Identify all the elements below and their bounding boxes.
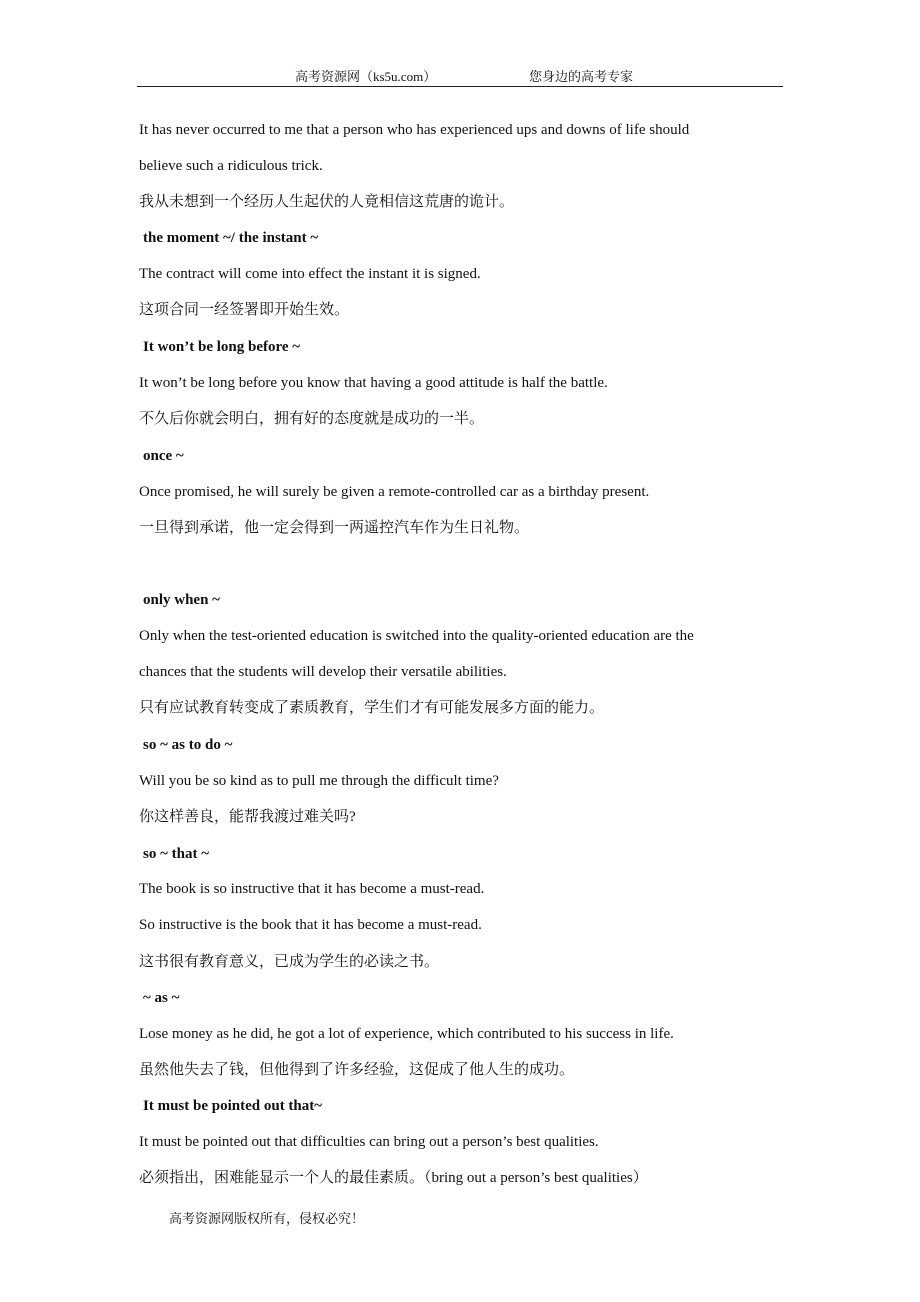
page-footer: 高考资源网版权所有，侵权必究！ [169, 1211, 365, 1226]
pattern-heading: ~ as ~ [143, 990, 180, 1006]
example-sentence: Once promised, he will surely be given a remote-controlled car as a birthday present. [139, 484, 650, 500]
pattern-heading: It won’t be long before ~ [143, 339, 301, 355]
example-sentence: Only when the test-oriented education is switched into the quality-oriented education are the [139, 628, 694, 644]
pattern-heading: only when ~ [143, 592, 220, 608]
pattern-heading: so ~ that ~ [143, 846, 210, 862]
translation-text: 不久后你就会明白，拥有好的态度就是成功的一半。 [139, 411, 485, 427]
example-sentence: It won’t be long before you know that having a good attitude is half the battle. [139, 375, 608, 391]
page-header [137, 66, 783, 87]
example-sentence: chances that the students will develop their versatile abilities. [139, 664, 507, 680]
header-slogan: 您身边的高考专家 [529, 69, 634, 84]
pattern-heading: It must be pointed out that~ [143, 1098, 323, 1114]
example-sentence: The book is so instructive that it has become a must-read. [139, 881, 485, 897]
example-sentence: Lose money as he did, he got a lot of experience, which contributed to his success in life. [139, 1026, 674, 1042]
header-source: 高考资源网（ks5u.com） [295, 69, 437, 84]
translation-text: 这项合同一经签署即开始生效。 [139, 302, 350, 318]
body-text: believe such a ridiculous trick. [139, 158, 323, 174]
translation-text: 一旦得到承诺，他一定会得到一两遥控汽车作为生日礼物。 [139, 520, 530, 536]
translation-text: 我从未想到一个经历人生起伏的人竟相信这荒唐的诡计。 [139, 194, 515, 210]
example-sentence: The contract will come into effect the instant it is signed. [139, 266, 481, 282]
translation-text: 这书很有教育意义，已成为学生的必读之书。 [139, 954, 440, 970]
translation-text: 你这样善良，能帮我渡过难关吗? [139, 809, 356, 825]
body-text: It has never occurred to me that a person who has experienced ups and downs of life should [139, 122, 690, 138]
pattern-heading: so ~ as to do ~ [143, 737, 233, 753]
pattern-heading: once ~ [143, 448, 184, 464]
translation-text: 只有应试教育转变成了素质教育，学生们才有可能发展多方面的能力。 [139, 700, 605, 716]
pattern-heading: the moment ~/ the instant ~ [143, 230, 319, 246]
example-sentence: It must be pointed out that difficulties can bring out a person’s best qualities. [139, 1134, 599, 1150]
example-sentence: Will you be so kind as to pull me through the difficult time? [139, 773, 499, 789]
translation-text: 虽然他失去了钱，但他得到了许多经验，这促成了他人生的成功。 [139, 1062, 575, 1078]
translation-text: 必须指出，困难能显示一个人的最佳素质。（bring out a person’s best qualities） [139, 1170, 648, 1186]
example-sentence: So instructive is the book that it has become a must-read. [139, 917, 482, 933]
